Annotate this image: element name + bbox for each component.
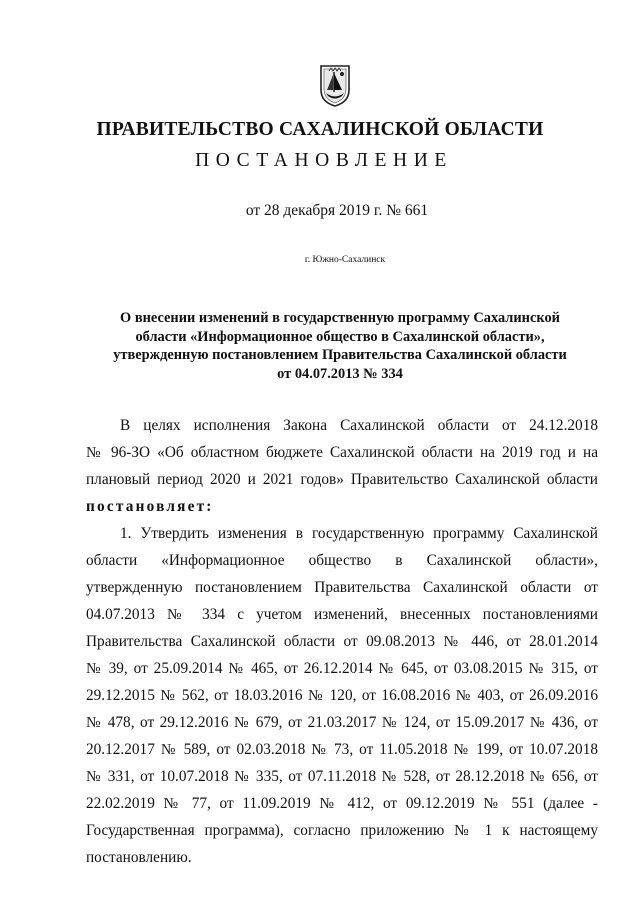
government-title: ПРАВИТЕЛЬСТВО САХАЛИНСКОЙ ОБЛАСТИ [96, 119, 544, 140]
body-line: 29.12.2015 № 562, от 18.03.2016 № 120, от 16.08.2016 № 403, от 26.09.2016 [86, 687, 598, 704]
body-line: плановый период 2020 и 2021 годов» Правительство Сахалинской области [86, 471, 598, 488]
preamble-paragraph [86, 412, 598, 520]
resolves-word: постановляет: [86, 498, 214, 515]
body-line: 22.02.2019 № 77, от 11.09.2019 № 412, от 09.12.2019 № 551 (далее - [86, 795, 598, 812]
body-line: № 478, от 29.12.2016 № 679, от 21.03.2017 № 124, от 15.09.2017 № 436, от [86, 714, 598, 731]
subject-line: утвержденную постановлением Правительства Сахалинской области [113, 347, 567, 363]
document-type: ПОСТАНОВЛЕНИЕ [195, 150, 453, 171]
body-line: № 96-ЗО «Об областном бюджете Сахалинской области на 2019 год и на [86, 444, 598, 461]
body-line: Государственная программа), согласно приложению № 1 к настоящему [86, 822, 598, 839]
document-date-number: от 28 декабря 2019 г. № 661 [245, 202, 429, 219]
document-city: г. Южно-Сахалинск [304, 255, 386, 265]
body-line: 1. Утвердить изменения в государственную программу Сахалинской [120, 525, 598, 542]
body-line: постановлению. [86, 849, 192, 866]
body-line: № 39, от 25.09.2014 № 465, от 26.12.2014 № 645, от 03.08.2015 № 315, от [86, 660, 598, 677]
subject-line: от 04.07.2013 № 334 [277, 365, 403, 382]
body-line: № 331, от 10.07.2018 № 335, от 07.11.2018 № 528, от 28.12.2018 № 656, от [86, 768, 598, 785]
body-line: В целях исполнения Закона Сахалинской области от 24.12.2018 [120, 417, 598, 434]
subject-line: О внесении изменений в государственную программу Сахалинской [120, 310, 560, 326]
body-line: 04.07.2013 № 334 с учетом изменений, внесенных постановлениями [86, 606, 598, 623]
body-line: 20.12.2017 № 589, от 02.03.2018 № 73, от 11.05.2018 № 199, от 10.07.2018 [86, 741, 598, 758]
subject-line: области «Информационное общество в Сахалинской области», [135, 328, 545, 345]
body-line: области «Информационное общество в Сахалинской области», [86, 552, 598, 569]
item-1-paragraph [86, 520, 598, 871]
body-line: Правительства Сахалинской области от 09.08.2013 № 446, от 28.01.2014 [86, 633, 598, 650]
document-subject [80, 309, 600, 383]
body-line: утвержденную постановлением Правительства Сахалинской области от [86, 579, 598, 596]
coat-of-arms-icon [318, 60, 352, 108]
